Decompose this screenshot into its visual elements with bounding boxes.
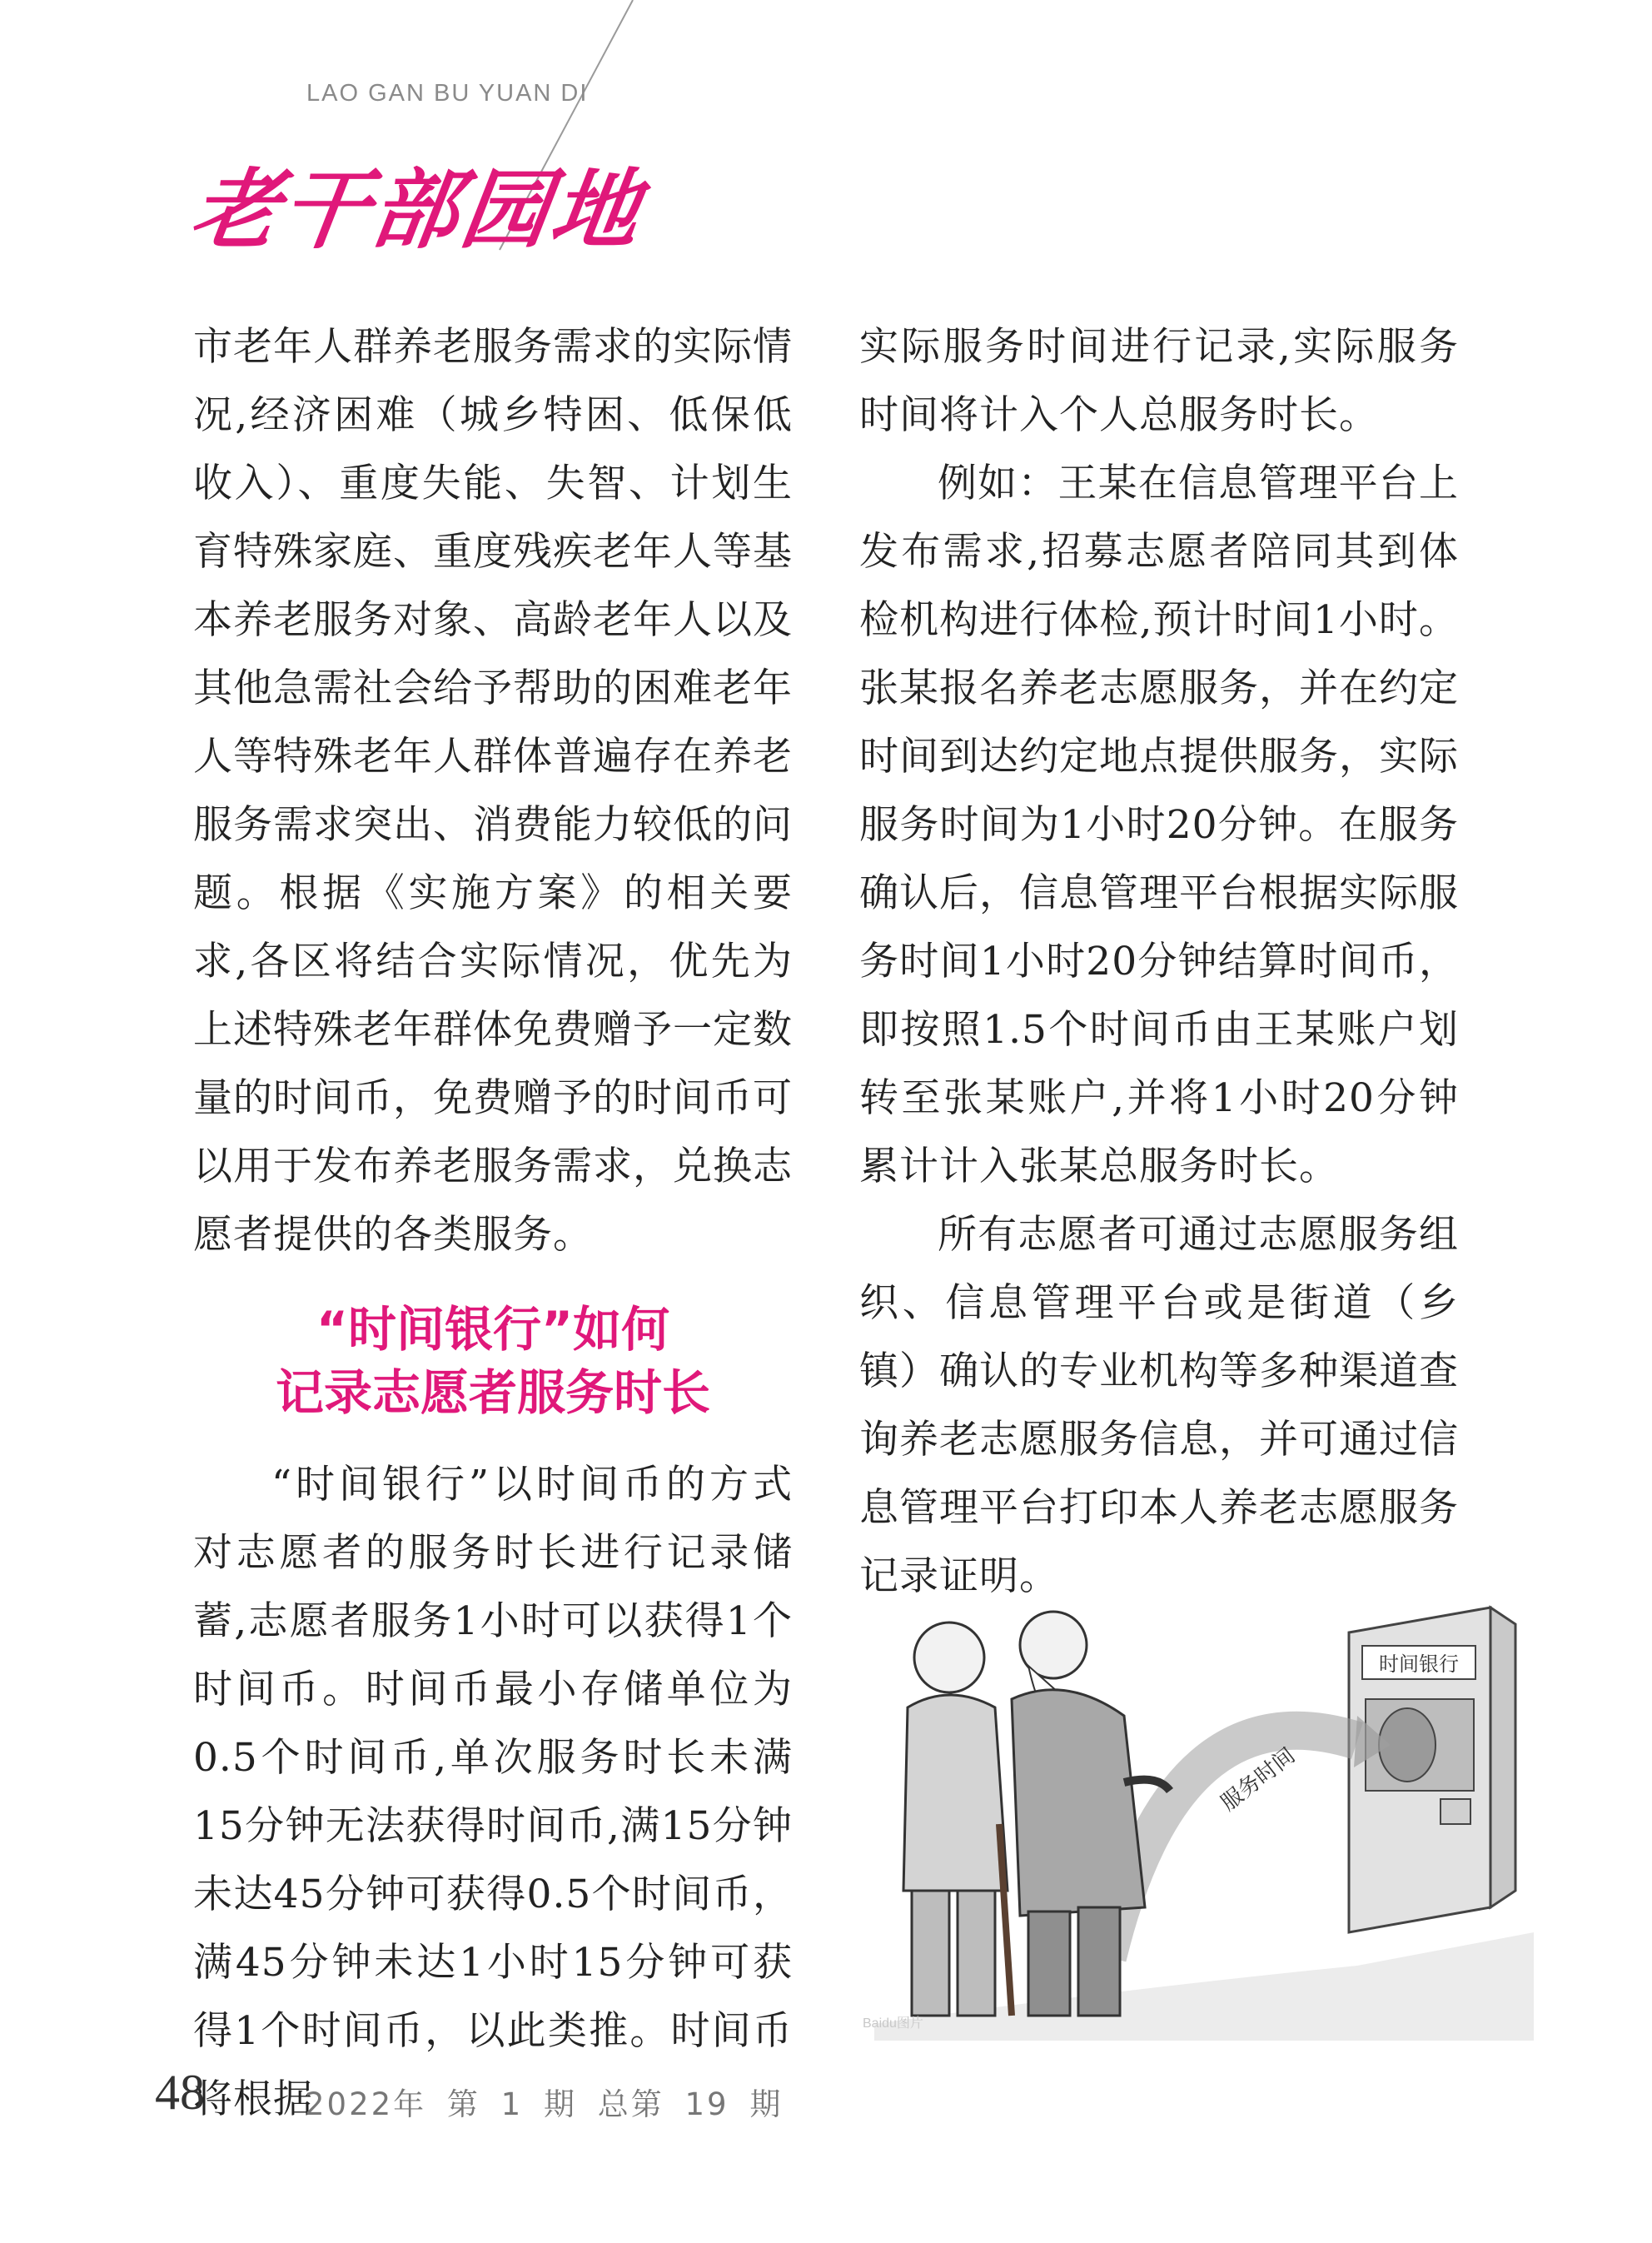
issue-info: 2022年 第 1 期 总第 19 期 (305, 2086, 784, 2122)
time-bank-illustration (858, 1574, 1534, 2041)
left-column-text-2 (193, 1451, 793, 2134)
section-name-logo: 老干部园地 (185, 158, 649, 261)
paragraph: 例如：王某在信息管理平台上发布需求,招募志愿者陪同其到体检机构进行体检,预计时间1小时。张某报名养老志愿服务，并在约定时间到达约定地点提供服务，实际服务时间为1小时20分钟。在服务确认后，信息管理平台根据实际服务时间1小时20分钟结算时间币，即按照1.5个时间币由王某账户划转至张某账户,并将1小时20分钟累计计入张某总服务时长。 (859, 461, 1459, 1189)
atm-label: 时间银行 (1379, 1652, 1459, 1676)
section-heading-line-2: 记录志愿者服务时长 (275, 1364, 710, 1421)
section-name-pinyin: LAO GAN BU YUAN DI (306, 80, 589, 107)
paragraph: 实际服务时间进行记录,实际服务时间将计入个人总服务时长。 (859, 324, 1459, 438)
section-heading (193, 1298, 793, 1424)
right-column-text (859, 313, 1459, 1611)
elderly-man-left-icon (903, 1622, 1012, 2016)
paragraph: 市老年人群养老服务需求的实际情况,经济困难（城乡特困、低保低收入）、重度失能、失智、计划生育特殊家庭、重度残疾老年人等基本养老服务对象、高龄老年人以及其他急需社会给予帮助的困难老年人等特殊老年人群体普遍存在养老服务需求突出、消费能力较低的问题。根据《实施方案》的相关要求,各区将结合实际情况，优先为上述特殊老年群体免费赠予一定数量的时间币，免费赠予的时间币可以用于发布养老服务需求，兑换志愿者提供的各类服务。 (193, 324, 793, 1258)
section-heading-line-1: “时间银行”如何 (316, 1301, 670, 1358)
atm-machine-icon (1349, 1607, 1515, 1932)
paragraph: 所有志愿者可通过志愿服务组织、信息管理平台或是街道（乡镇）确认的专业机构等多种渠道查询养老志愿服务信息，并可通过信息管理平台打印本人养老志愿服务记录证明。 (859, 1212, 1459, 1599)
left-column-text (193, 313, 793, 1258)
image-watermark: Baidu图片 (863, 2016, 923, 2031)
page-number: 48 (155, 2065, 205, 2120)
arrow-label: 服务时间 (1216, 1742, 1301, 1817)
paragraph: “时间银行”以时间币的方式对志愿者的服务时长进行记录储蓄,志愿者服务1小时可以获得1个时间币。时间币最小存储单位为0.5个时间币,单次服务时长未满15分钟无法获得时间币,满15分钟未达45分钟可获得0.5个时间币，满45分钟未达1小时15分钟可获得1个时间币，以此类推。时间币将根据 (193, 1462, 793, 2122)
